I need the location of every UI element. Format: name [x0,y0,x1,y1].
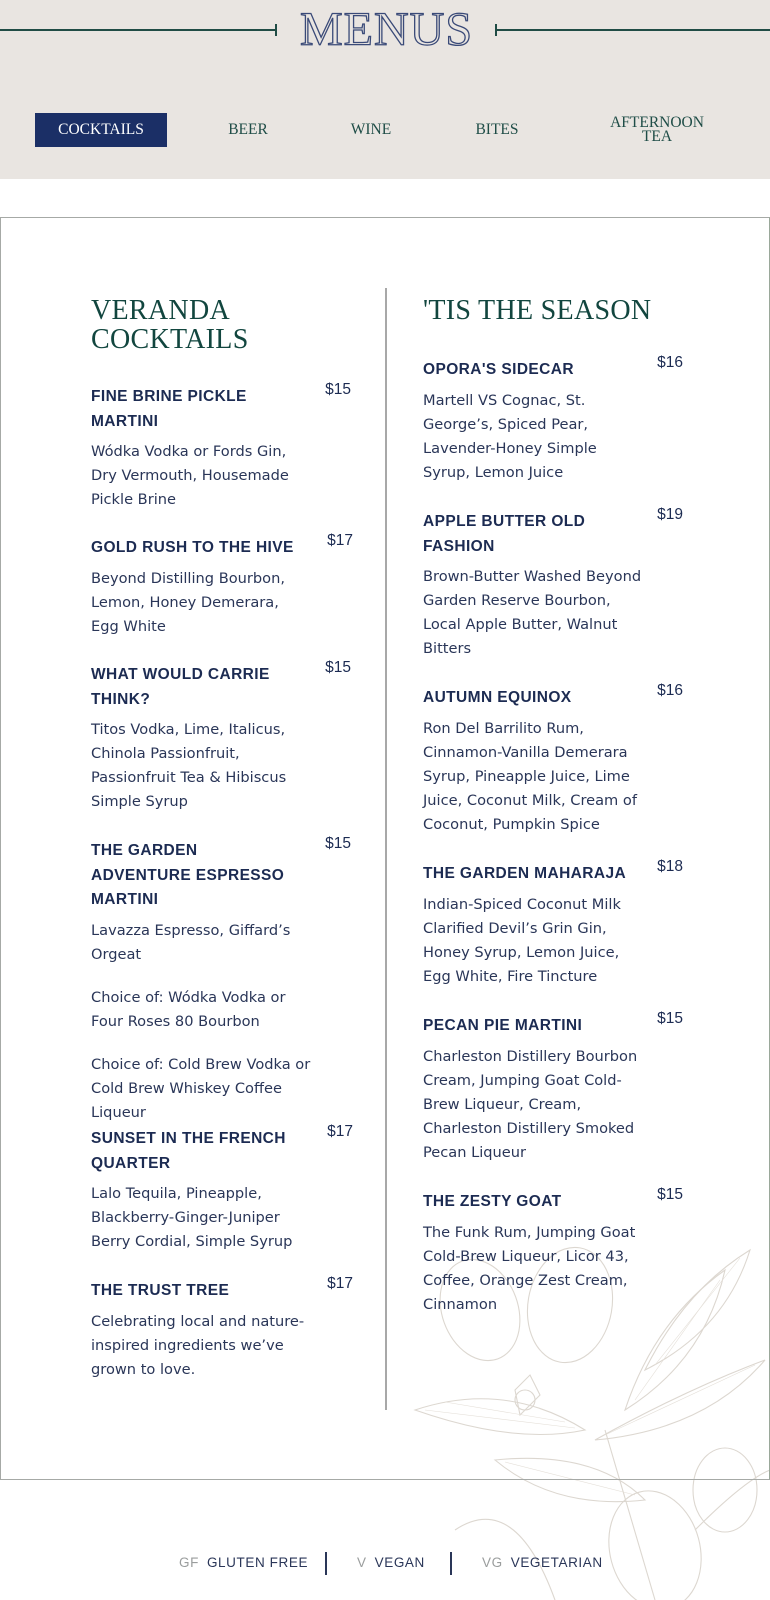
tab-label-line2: TEA [641,128,673,145]
legend-label: GLUTEN FREE [206,1555,309,1570]
title-rule-right [495,29,770,31]
legend-code: V [357,1555,367,1570]
tab-wine[interactable] [333,113,409,147]
section-title-tis-the-season: 'TIS THE SEASON [423,295,652,326]
item-description: Martell VS Cognac, St. George’s, Spiced Pear, Lavender-Honey Simple Syrup, Lemon Juice [423,391,597,481]
tab-label-line1: AFTERNOON [610,114,704,131]
item-name: SUNSET IN THE FRENCH QUARTER [91,1130,286,1172]
dietary-legend [0,1551,770,1575]
item-price: $16 [657,682,683,699]
item-name: APPLE BUTTER OLD FASHION [423,513,586,555]
tab-afternoon-tea[interactable] [594,113,720,147]
item-name: AUTUMN EQUINOX [423,689,572,706]
item-description: Celebrating local and nature-inspired ingredients we’ve grown to love. [91,1312,305,1378]
item-price: $17 [327,532,353,549]
legend-label: VEGAN [374,1555,425,1570]
legend-code: VG [482,1555,503,1570]
menu-item [91,1275,353,1382]
item-description: Choice of: Wódka Vodka or Four Roses 80 Bourbon [91,988,286,1030]
item-description: Brown-Butter Washed Beyond Garden Reserve Bourbon, Local Apple Butter, Walnut Bitters [423,568,642,657]
section-title-veranda-cocktails [91,296,249,354]
item-description: Beyond Distilling Bourbon, Lemon, Honey Demerara, Egg White [91,569,285,635]
tab-beer[interactable] [210,113,286,147]
legend-vegetarian [482,1551,603,1575]
menu-item [423,506,683,661]
menu-item [423,1186,683,1317]
legend-label: VEGETARIAN [510,1555,603,1570]
item-description: Choice of: Cold Brew Vodka or Cold Brew Whiskey Coffee Liqueur [91,1055,311,1121]
item-description: Titos Vodka, Lime, Italicus, Chinola Passionfruit, Passionfruit Tea & Hibiscus Simple Syrup [91,721,287,810]
section-title-line2: COCKTAILS [91,324,249,355]
tab-label: BEER [228,121,268,138]
item-name: THE TRUST TREE [91,1282,230,1299]
item-price: $17 [327,1275,353,1292]
menu-tabs [0,113,770,149]
item-description: Charleston Distillery Bourbon Cream, Jumping Goat Cold-Brew Liqueur, Cream, Charleston Distillery Smoked Pecan Liqueur [423,1047,638,1161]
item-description: The Funk Rum, Jumping Goat Cold-Brew Liqueur, Licor 43, Coffee, Orange Zest Cream, Cinnamon [423,1223,636,1313]
legend-gluten-free [179,1551,308,1575]
item-price: $15 [325,381,351,398]
item-description: Indian-Spiced Coconut Milk Clarified Devil’s Grin Gin, Honey Syrup, Lemon Juice, Egg White, Fire Tincture [423,895,621,985]
legend-vegan [357,1551,425,1575]
item-description: Ron Del Barrilito Rum, Cinnamon-Vanilla Demerara Syrup, Pineapple Juice, Lime Juice, Coconut Milk, Cream of Coconut, Pumpkin Spice [423,719,637,833]
item-name: WHAT WOULD CARRIE THINK? [91,666,270,708]
item-description: Wódka Vodka or Fords Gin, Dry Vermouth, Housemade Pickle Brine [91,443,289,508]
legend-separator [450,1552,452,1575]
item-price: $15 [657,1186,683,1203]
menu-item [91,381,351,512]
item-name: FINE BRINE PICKLE MARTINI [91,388,247,430]
tab-label: BITES [475,121,519,138]
item-price: $19 [657,506,683,523]
legend-separator [325,1552,327,1575]
tab-bites[interactable] [459,113,535,147]
menu-item [423,858,683,989]
item-description: Lalo Tequila, Pineapple, Blackberry-Ginger-Juniper Berry Cordial, Simple Syrup [91,1185,293,1250]
item-price: $15 [325,659,351,676]
menu-item [423,354,683,485]
title-rule-left [0,29,276,31]
item-price: $17 [327,1123,353,1140]
menu-item [91,659,351,814]
menu-item [91,532,353,639]
legend-code: GF [179,1555,199,1570]
item-price: $18 [657,858,683,875]
tab-label: COCKTAILS [58,121,144,138]
item-name: GOLD RUSH TO THE HIVE [91,539,294,556]
section-title-line1: VERANDA [91,295,230,326]
title-tick-left [275,24,277,36]
menu-item [423,682,683,837]
tab-cocktails[interactable] [35,113,167,147]
item-name: THE ZESTY GOAT [423,1193,562,1210]
item-name: THE GARDEN ADVENTURE ESPRESSO MARTINI [91,842,285,908]
item-name: OPORA'S SIDECAR [423,361,574,378]
item-price: $15 [657,1010,683,1027]
item-name: PECAN PIE MARTINI [423,1017,583,1034]
item-description: Lavazza Espresso, Giffard’s Orgeat [91,921,291,963]
tab-label: WINE [350,121,392,138]
column-divider [385,288,387,1410]
page-title: MENUS [300,3,474,56]
menu-item [91,1123,353,1254]
menu-item [423,1010,683,1165]
item-price: $16 [657,354,683,371]
item-price: $15 [325,835,351,852]
menu-item [91,835,351,1125]
item-name: THE GARDEN MAHARAJA [423,865,627,882]
menu-header [0,0,770,179]
